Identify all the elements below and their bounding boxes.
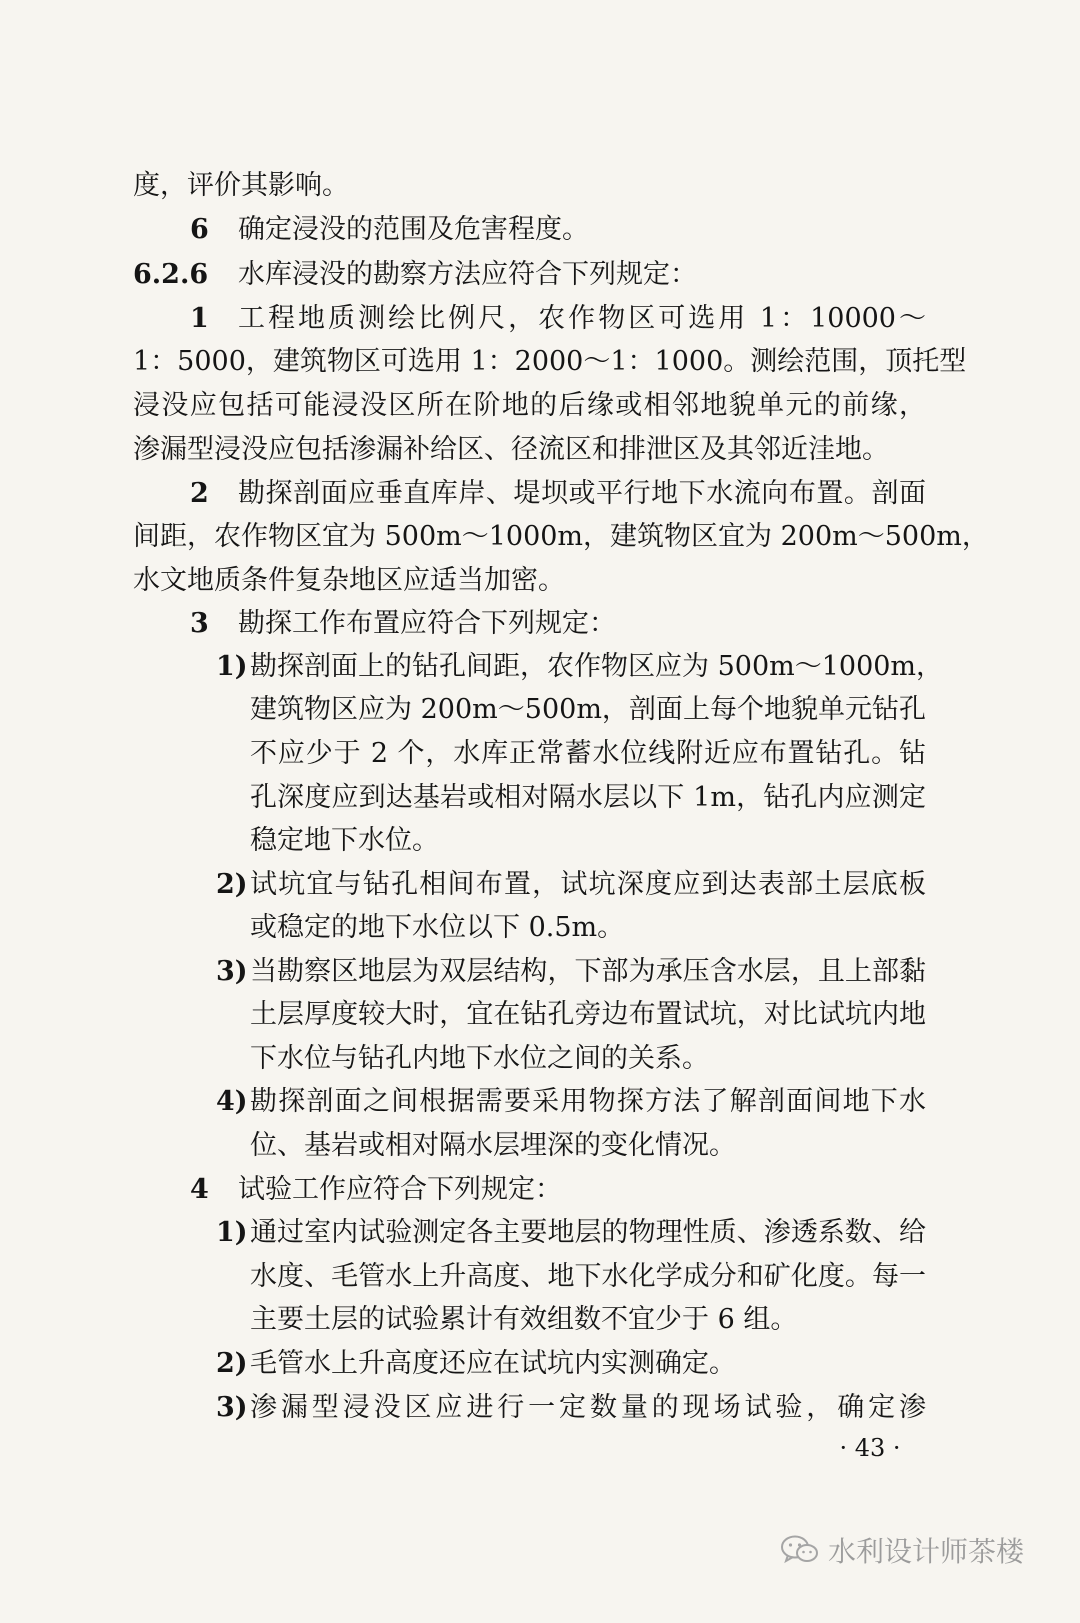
list-item: [0, 602, 1080, 646]
text-line: [0, 428, 1080, 472]
sub-item-number: 1): [216, 1217, 248, 1248]
line-text: 渗漏型浸没区应进行一定数量的现场试验，确定渗: [250, 1392, 926, 1423]
line-text: 工程地质测绘比例尺，农作物区可选用 1：10000～: [238, 303, 926, 334]
text-line: [0, 340, 1080, 384]
line-text: 主要土层的试验累计有效组数不宜少于 6 组。: [250, 1304, 798, 1335]
line-text: 水文地质条件复杂地区应适当加密。: [133, 565, 565, 596]
line-text: 勘探剖面之间根据需要采用物探方法了解剖面间地下水: [250, 1086, 926, 1117]
item-number: 1: [190, 303, 209, 334]
item-number: 6: [190, 214, 209, 245]
text-line: [0, 515, 1080, 559]
line-text: 勘探剖面应垂直库岸、堤坝或平行地下水流向布置。剖面: [238, 478, 926, 509]
text-line: [0, 732, 1080, 776]
sub-list-item: [0, 645, 1080, 689]
line-text: 渗漏型浸没应包括渗漏补给区、径流区和排泄区及其邻近洼地。: [133, 434, 889, 465]
line-text: 当勘察区地层为双层结构，下部为承压含水层，且上部黏: [250, 956, 926, 987]
text-line: [0, 776, 1080, 820]
text-line: [0, 819, 1080, 863]
clause-heading: [0, 253, 1080, 297]
line-text: 孔深度应到达基岩或相对隔水层以下 1m，钻孔内应测定: [250, 782, 926, 813]
text-line: [0, 559, 1080, 603]
text-line: [0, 993, 1080, 1037]
line-text: 稳定地下水位。: [250, 825, 439, 856]
line-text: 勘探剖面上的钻孔间距，农作物区应为 500m～1000m，: [250, 651, 944, 682]
wechat-icon: [780, 1534, 820, 1566]
text-line: [0, 1037, 1080, 1081]
sub-item-number: 3): [216, 956, 248, 987]
sub-item-number: 3): [216, 1392, 248, 1423]
line-text: 勘探工作布置应符合下列规定：: [238, 608, 616, 639]
sub-item-number: 2): [216, 1348, 248, 1379]
line-text: 确定浸没的范围及危害程度。: [238, 214, 589, 245]
item-number: 3: [190, 608, 209, 639]
list-item: [0, 1168, 1080, 1212]
item-number: 4: [190, 1174, 209, 1205]
line-text: 下水位与钻孔内地下水位之间的关系。: [250, 1043, 709, 1074]
line-text: 水库浸没的勘察方法应符合下列规定：: [238, 259, 697, 290]
line-text: 不应少于 2 个，水库正常蓄水位线附近应布置钻孔。钻: [250, 738, 926, 769]
line-text: 水度、毛管水上升高度、地下水化学成分和矿化度。每一: [250, 1261, 926, 1292]
sub-list-item: [0, 1080, 1080, 1124]
line-text: 通过室内试验测定各主要地层的物理性质、渗透系数、给: [250, 1217, 926, 1248]
text-line: [0, 906, 1080, 950]
sub-item-number: 4): [216, 1086, 248, 1117]
list-item: [0, 208, 1080, 252]
text-line: [0, 1298, 1080, 1342]
sub-item-number: 2): [216, 869, 248, 900]
list-item: [0, 297, 1080, 341]
line-text: 度，评价其影响。: [133, 170, 349, 201]
line-text: 土层厚度较大时，宜在钻孔旁边布置试坑，对比试坑内地: [250, 999, 926, 1030]
sub-list-item: [0, 863, 1080, 907]
line-text: 浸没应包括可能浸没区所在阶地的后缘或相邻地貌单元的前缘，: [133, 390, 926, 421]
text-line: [0, 1124, 1080, 1168]
line-text: 位、基岩或相对隔水层埋深的变化情况。: [250, 1130, 736, 1161]
sub-list-item: [0, 1211, 1080, 1255]
line-text: 1：5000，建筑物区可选用 1：2000～1：1000。测绘范围，顶托型: [133, 346, 967, 377]
page-number: · 43 ·: [839, 1434, 901, 1462]
text-line: [0, 688, 1080, 732]
line-text: 间距，农作物区宜为 500m～1000m，建筑物区宜为 200m～500m，: [133, 521, 989, 552]
clause-number: 6.2.6: [133, 259, 209, 290]
text-line: [0, 1255, 1080, 1299]
watermark-text: 水利设计师茶楼: [828, 1535, 1025, 1568]
sub-list-item: [0, 950, 1080, 994]
watermark: [780, 1528, 1024, 1572]
sub-item-number: 1): [216, 651, 248, 682]
text-line: [0, 384, 1080, 428]
list-item: [0, 472, 1080, 516]
line-text: 试验工作应符合下列规定：: [238, 1174, 562, 1205]
line-text: 毛管水上升高度还应在试坑内实测确定。: [250, 1348, 736, 1379]
line-text: 建筑物区应为 200m～500m，剖面上每个地貌单元钻孔: [250, 694, 926, 725]
sub-list-item: [0, 1342, 1080, 1386]
sub-list-item: [0, 1386, 1080, 1430]
line-text: 试坑宜与钻孔相间布置，试坑深度应到达表部土层底板: [250, 869, 926, 900]
text-line: [0, 164, 1080, 208]
item-number: 2: [190, 478, 209, 509]
line-text: 或稳定的地下水位以下 0.5m。: [250, 912, 625, 943]
